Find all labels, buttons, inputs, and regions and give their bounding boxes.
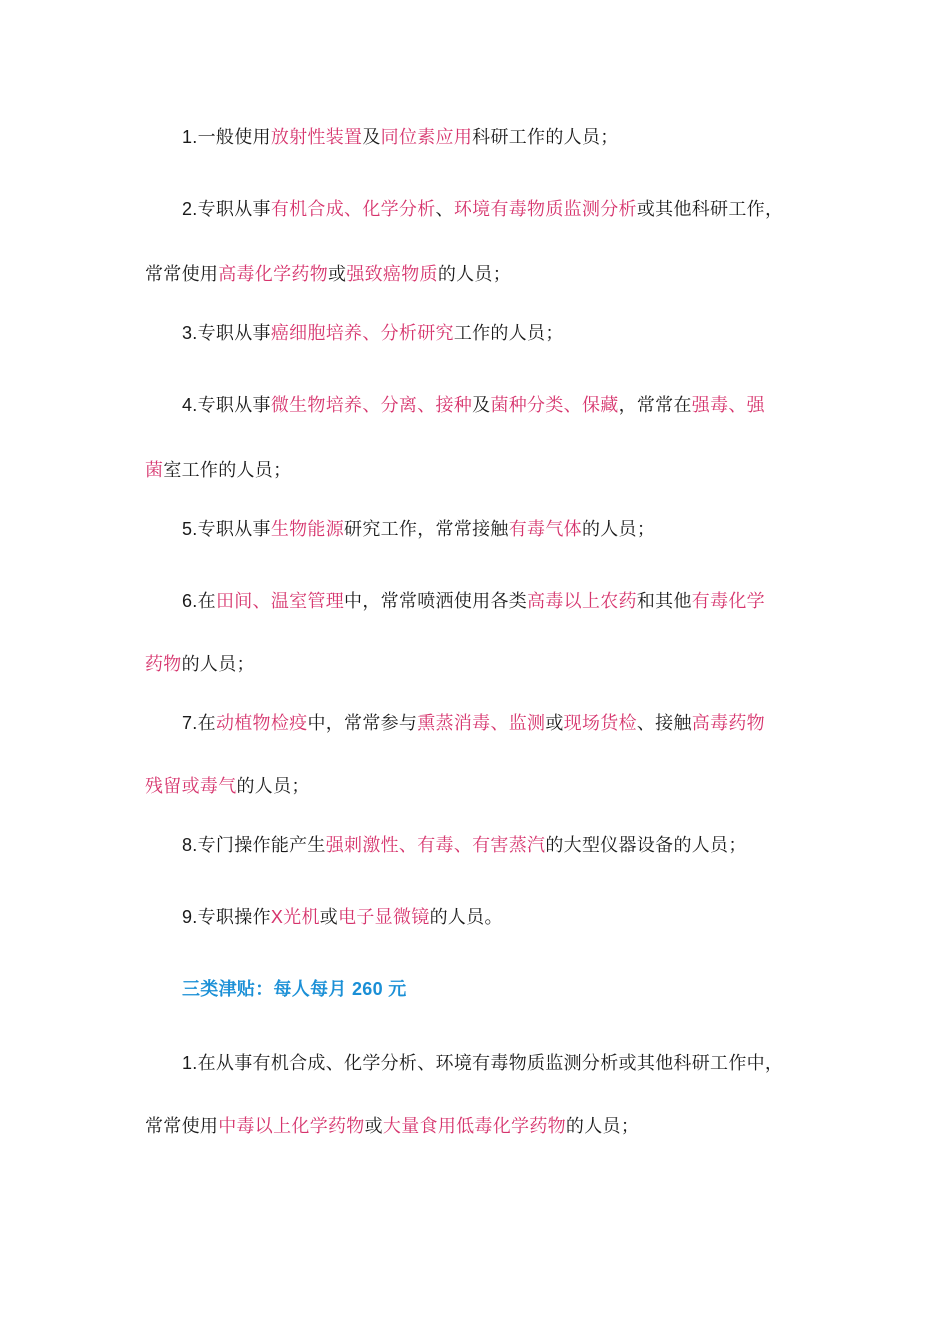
text-segment: 专职操作: [197, 907, 271, 928]
highlighted-term: 菌: [145, 460, 164, 481]
text-segment: 及: [362, 127, 381, 148]
text-segment: 2.: [182, 199, 198, 219]
text-segment: 在从事有机合成、化学分析、环境有毒物质监测分析或其他科研工作中，: [197, 1053, 784, 1074]
text-segment: 及: [472, 395, 491, 416]
text-segment: 专职从事: [197, 199, 271, 220]
text-segment: 一般使用: [197, 127, 271, 148]
list-item-7-line-1: [182, 710, 842, 737]
text-segment: 或: [364, 1116, 383, 1137]
text-segment: 的人员；: [437, 264, 512, 285]
list-item-9-line-1: [182, 904, 842, 931]
text-segment: 中，常常参与: [307, 713, 418, 734]
text-segment: 专职从事: [197, 323, 271, 344]
list-item-5-line-1: [182, 516, 842, 543]
list-item-4-line-2: [145, 458, 805, 484]
highlighted-term: 有机合成、化学分析: [270, 199, 436, 220]
text-segment: 在: [197, 591, 216, 612]
highlighted-term: 高毒药物: [691, 713, 765, 734]
text-segment: 专职从事: [197, 395, 271, 416]
list-item-6-line-1: [182, 588, 842, 615]
highlighted-term: 动植物检疫: [215, 713, 308, 734]
highlighted-term: 强致癌物质: [346, 264, 438, 285]
highlighted-term: 有毒化学: [691, 591, 765, 612]
highlighted-term: 菌种分类、保藏: [490, 395, 619, 416]
highlighted-term: 微生物培养、分离、接种: [270, 395, 473, 416]
text-segment: 常常使用: [145, 264, 219, 285]
text-segment: 专职从事: [197, 519, 271, 540]
highlighted-term: 药物: [145, 654, 182, 675]
highlighted-term: 光机: [283, 907, 320, 928]
text-segment: ，常常在: [618, 395, 692, 416]
list-item-4-line-1: [182, 392, 842, 419]
text-segment: 或: [319, 907, 339, 928]
text-segment: 8.: [182, 835, 198, 855]
text-segment: 5.: [182, 519, 198, 539]
text-segment: 7.: [182, 713, 198, 733]
highlighted-term: 田间、温室管理: [215, 591, 345, 612]
highlighted-term: 有毒气体: [508, 519, 582, 540]
text-segment: 专门操作能产生: [197, 835, 326, 856]
text-segment: 的人员；: [581, 519, 656, 540]
text-segment: 6.: [182, 591, 198, 611]
text-segment: 的大型仪器设备的人员；: [545, 835, 747, 856]
highlighted-term: 残留或毒气: [145, 776, 237, 797]
list-item-2-line-2: [145, 262, 805, 288]
list-item-2-line-1: [182, 196, 842, 223]
text-segment: 的人员；: [565, 1116, 640, 1137]
text-segment: 或: [328, 264, 347, 285]
section2-item-1-line-1: [182, 1050, 842, 1077]
highlighted-term: 高毒以上农药: [527, 591, 637, 612]
highlighted-term: 强毒、强: [691, 395, 765, 416]
text-segment: 4.: [182, 395, 198, 415]
text-segment: 1.: [182, 127, 198, 147]
text-segment: 在: [197, 713, 216, 734]
text-segment: 或: [545, 713, 564, 734]
text-segment: 科研工作的人员；: [472, 127, 619, 148]
text-segment: 工作的人员；: [453, 323, 564, 344]
highlighted-term: 同位素应用: [380, 127, 473, 148]
highlighted-term: X: [270, 907, 284, 927]
text-segment: 常常使用: [145, 1116, 219, 1137]
highlighted-term: 高毒化学药物: [218, 264, 329, 285]
text-segment: 和其他: [636, 591, 692, 612]
list-item-1-line-1: [182, 124, 842, 151]
text-segment: 的人员；: [181, 654, 255, 675]
highlighted-term: 生物能源: [270, 519, 345, 540]
list-item-7-line-2: [145, 774, 805, 800]
section2-item-1-line-2: [145, 1114, 805, 1140]
text-segment: 室工作的人员；: [163, 460, 292, 481]
highlighted-term: 现场货检: [563, 713, 637, 734]
text-segment: 研究工作，常常接触: [344, 519, 509, 540]
text-segment: 或其他科研工作，: [636, 199, 784, 220]
highlighted-term: 放射性装置: [270, 127, 363, 148]
list-item-6-line-2: [145, 652, 805, 678]
highlighted-term: 癌细胞培养、分析研究: [270, 323, 454, 344]
text-segment: 的人员；: [236, 776, 310, 797]
text-segment: 3.: [182, 323, 198, 343]
text-segment: 1.: [182, 1053, 198, 1073]
text-segment: 中，常常喷洒使用各类: [344, 591, 528, 612]
highlighted-term: 中毒以上化学药物: [218, 1116, 365, 1137]
list-item-3-line-1: [182, 320, 842, 347]
highlighted-term: 环境有毒物质监测分析: [453, 199, 637, 220]
list-item-8-line-1: [182, 832, 842, 859]
text-segment: 、: [435, 199, 454, 220]
highlighted-term: 熏蒸消毒、监测: [417, 713, 546, 734]
text-segment: 、接触: [636, 713, 692, 734]
highlighted-term: 强刺激性、有毒、有害蒸汽: [325, 835, 546, 856]
highlighted-term: 大量食用低毒化学药物: [382, 1116, 566, 1137]
text-segment: 的人员。: [429, 907, 503, 928]
section-heading: 三类津贴：每人每月 260 元: [182, 979, 407, 999]
text-segment: 9.: [182, 907, 198, 927]
highlighted-term: 电子显微镜: [338, 907, 430, 928]
